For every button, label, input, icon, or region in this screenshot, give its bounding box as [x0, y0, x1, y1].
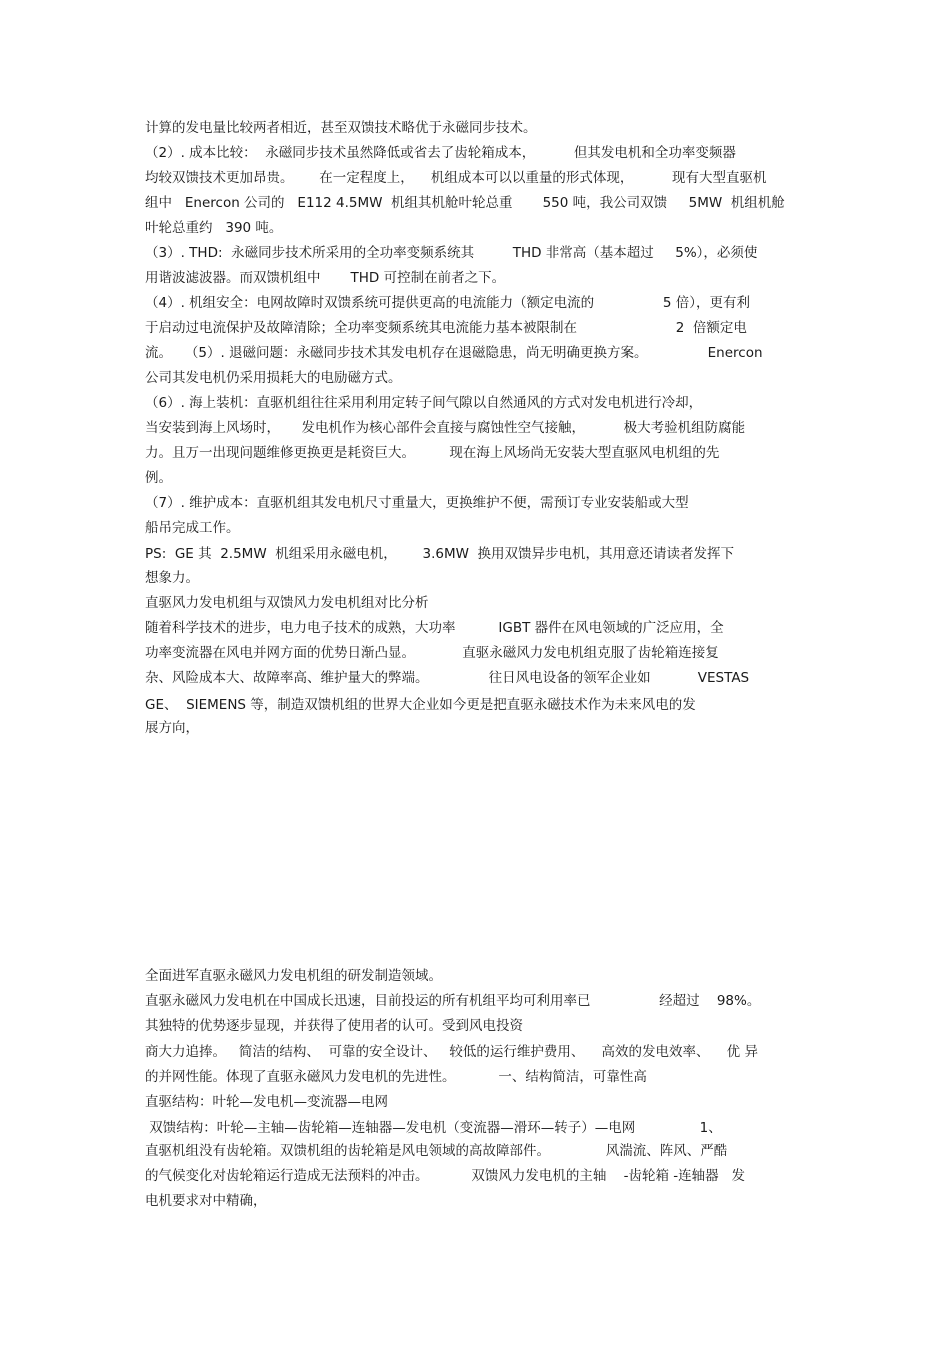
text-line: 叶轮总重约 390 吨。 — [145, 220, 283, 236]
text-line: 直驱永磁风力发电机在中国成长迅速，目前投运的所有机组平均可利用率已 经超过 98%。 — [145, 993, 761, 1009]
text-line: 直驱机组没有齿轮箱。双馈机组的齿轮箱是风电领域的高故障部件。 风湍流、阵风、严酷 — [145, 1143, 728, 1159]
text-line: 的气候变化对齿轮箱运行造成无法预料的冲击。 双馈风力发电机的主轴 -齿轮箱 -连轴器 发 — [145, 1168, 745, 1184]
text-line: 商大力追捧。 简洁的结构、 可靠的安全设计、 较低的运行维护费用、 高效的发电效率、 优 异 — [145, 1044, 758, 1060]
text-line: 力。且万一出现问题维修更换更是耗资巨大。 现在海上风场尚无安装大型直驱风电机组的先 — [145, 445, 720, 461]
text-line: 展方向， — [145, 720, 199, 736]
text-line: 当安装到海上风场时， 发电机作为核心部件会直接与腐蚀性空气接触， 极大考验机组防腐能 — [145, 420, 746, 436]
text-line: 双馈结构：叶轮—主轴—齿轮箱—连轴器—发电机（变流器—滑环—转子）—电网 1、 — [145, 1120, 722, 1136]
text-line: 全面进军直驱永磁风力发电机组的研发制造领域。 — [145, 968, 442, 984]
section-heading: 直驱风力发电机组与双馈风力发电机组对比分析 — [145, 595, 429, 611]
text-line: 杂、风险成本大、故障率高、维护量大的弊端。 往日风电设备的领军企业如 VESTAS — [145, 670, 750, 686]
text-line: 电机要求对中精确， — [145, 1193, 267, 1209]
text-line: 功率变流器在风电并网方面的优势日渐凸显。 直驱永磁风力发电机组克服了齿轮箱连接复 — [145, 645, 719, 661]
text-line: 船吊完成工作。 — [145, 520, 240, 536]
text-line: PS: GE 其 2.5MW 机组采用永磁电机， 3.6MW 换用双馈异步电机，其用意还请读者发挥下 — [145, 546, 735, 562]
text-line: 直驱结构：叶轮—发电机—变流器—电网 — [145, 1094, 388, 1110]
text-line: （3）. THD: 永磁同步技术所采用的全功率变频系统其 THD 非常高（基本超过 5%），必须使 — [145, 245, 758, 261]
text-line: 想象力。 — [145, 570, 199, 586]
text-line: （6）. 海上装机：直驱机组往往采用利用定转子间气隙以自然通风的方式对发电机进行冷却， — [145, 395, 703, 411]
text-line: 例。 — [145, 470, 172, 486]
text-line: （2）. 成本比较： 永磁同步技术虽然降低或省去了齿轮箱成本， 但其发电机和全功率变频器 — [145, 145, 736, 161]
text-line: 计算的发电量比较两者相近，甚至双馈技术略优于永磁同步技术。 — [145, 120, 537, 136]
text-line: 的并网性能。体现了直驱永磁风力发电机的先进性。 一、结构简洁，可靠性高 — [145, 1069, 647, 1085]
text-line: （7）. 维护成本：直驱机组其发电机尺寸重量大，更换维护不便，需预订专业安装船或大型 — [145, 495, 689, 511]
text-line: 于启动过电流保护及故障清除；全功率变频系统其电流能力基本被限制在 2 倍额定电 — [145, 320, 747, 336]
text-line: 均较双馈技术更加昂贵。 在一定程度上， 机组成本可以以重量的形式体现， 现有大型直驱机 — [145, 170, 767, 186]
text-line: 流。 （5）. 退磁问题：永磁同步技术其发电机存在退磁隐患，尚无明确更换方案。 Enercon — [145, 345, 763, 361]
text-line: 公司其发电机仍采用损耗大的电励磁方式。 — [145, 370, 402, 386]
text-line: 其独特的优势逐步显现，并获得了使用者的认可。受到风电投资 — [145, 1018, 523, 1034]
text-line: 组中 Enercon 公司的 E112 4.5MW 机组其机舱叶轮总重 550 吨，我公司双馈 5MW 机组机舱 — [145, 195, 785, 211]
text-line: 随着科学技术的进步，电力电子技术的成熟，大功率 IGBT 器件在风电领域的广泛应用，全 — [145, 620, 724, 636]
text-line: GE、 SIEMENS 等，制造双馈机组的世界大企业如今更是把直驱永磁技术作为未来风电的发 — [145, 697, 696, 713]
text-line: （4）. 机组安全：电网故障时双馈系统可提供更高的电流能力（额定电流的 5 倍），更有利 — [145, 295, 750, 311]
text-line: 用谐波滤波器。而双馈机组中 THD 可控制在前者之下。 — [145, 270, 506, 286]
